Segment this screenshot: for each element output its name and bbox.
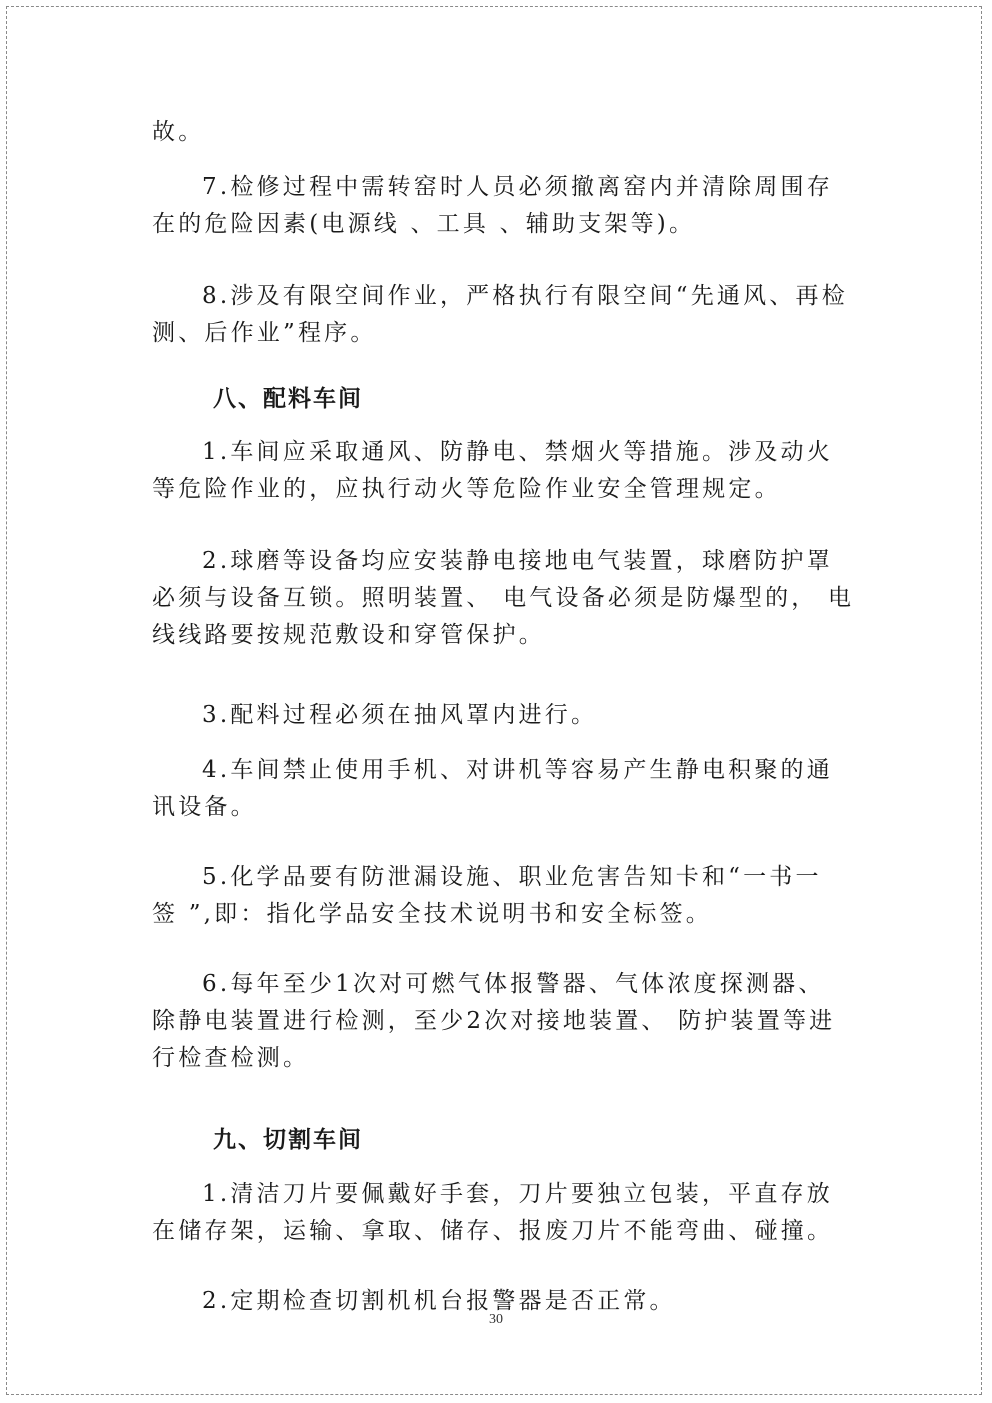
text-line: 签 ”,即：指化学品安全技术说明书和安全标签。 — [152, 901, 712, 927]
text-line: 1.清洁刀片要佩戴好手套，刀片要独立包装，平直存放 — [202, 1181, 833, 1207]
paragraph-8-1 — [152, 434, 852, 508]
text-line: 除静电装置进行检测，至少2次对接地装置、 防护装置等进 — [152, 1008, 836, 1034]
paragraph-item-7 — [152, 169, 852, 243]
paragraph-8-2 — [152, 543, 855, 654]
text-line: 5.化学品要有防泄漏设施、职业危害告知卡和“一书一 — [202, 864, 822, 890]
section-heading-9: 九、切割车间 — [213, 1126, 363, 1153]
text-line: 必须与设备互锁。照明装置、 电气设备必须是防爆型的， 电 — [152, 585, 855, 611]
section-heading-8: 八、配料车间 — [213, 385, 363, 412]
text-line: 在的危险因素(电源线 、工具 、辅助支架等)。 — [152, 211, 696, 237]
paragraph-8-3 — [152, 697, 852, 734]
paragraph-8-4 — [152, 752, 852, 826]
text-line: 8.涉及有限空间作业，严格执行有限空间“先通风、再检 — [202, 283, 848, 309]
text-line: 等危险作业的，应执行动火等危险作业安全管理规定。 — [152, 476, 781, 502]
text-line: 行检查检测。 — [152, 1045, 310, 1071]
paragraph-8-6 — [152, 966, 852, 1077]
text-line: 1.车间应采取通风、防静电、禁烟火等措施。涉及动火 — [202, 439, 833, 465]
text-line: 在储存架，运输、拿取、储存、报废刀片不能弯曲、碰撞。 — [152, 1218, 834, 1244]
text-line: 2.定期检查切割机机台报警器是否正常。 — [202, 1288, 676, 1314]
text-line: 测、后作业”程序。 — [152, 320, 377, 346]
paragraph-8-5 — [152, 859, 852, 933]
text-line: 4.车间禁止使用手机、对讲机等容易产生静电积聚的通 — [202, 757, 833, 783]
paragraph-item-8 — [152, 278, 852, 352]
page-number: 30 — [489, 1312, 503, 1327]
paragraph-continuation — [152, 114, 852, 151]
paragraph-9-1 — [152, 1176, 852, 1250]
text-line: 故。 — [152, 119, 205, 145]
text-line: 3.配料过程必须在抽风罩内进行。 — [202, 702, 598, 728]
text-line: 6.每年至少1次对可燃气体报警器、气体浓度探测器、 — [202, 971, 825, 997]
text-line: 线线路要按规范敷设和穿管保护。 — [152, 622, 545, 648]
text-line: 2.球磨等设备均应安装静电接地电气装置，球磨防护罩 — [202, 548, 833, 574]
text-line: 7.检修过程中需转窑时人员必须撤离窑内并清除周围存 — [202, 174, 833, 200]
text-line: 讯设备。 — [152, 794, 257, 820]
